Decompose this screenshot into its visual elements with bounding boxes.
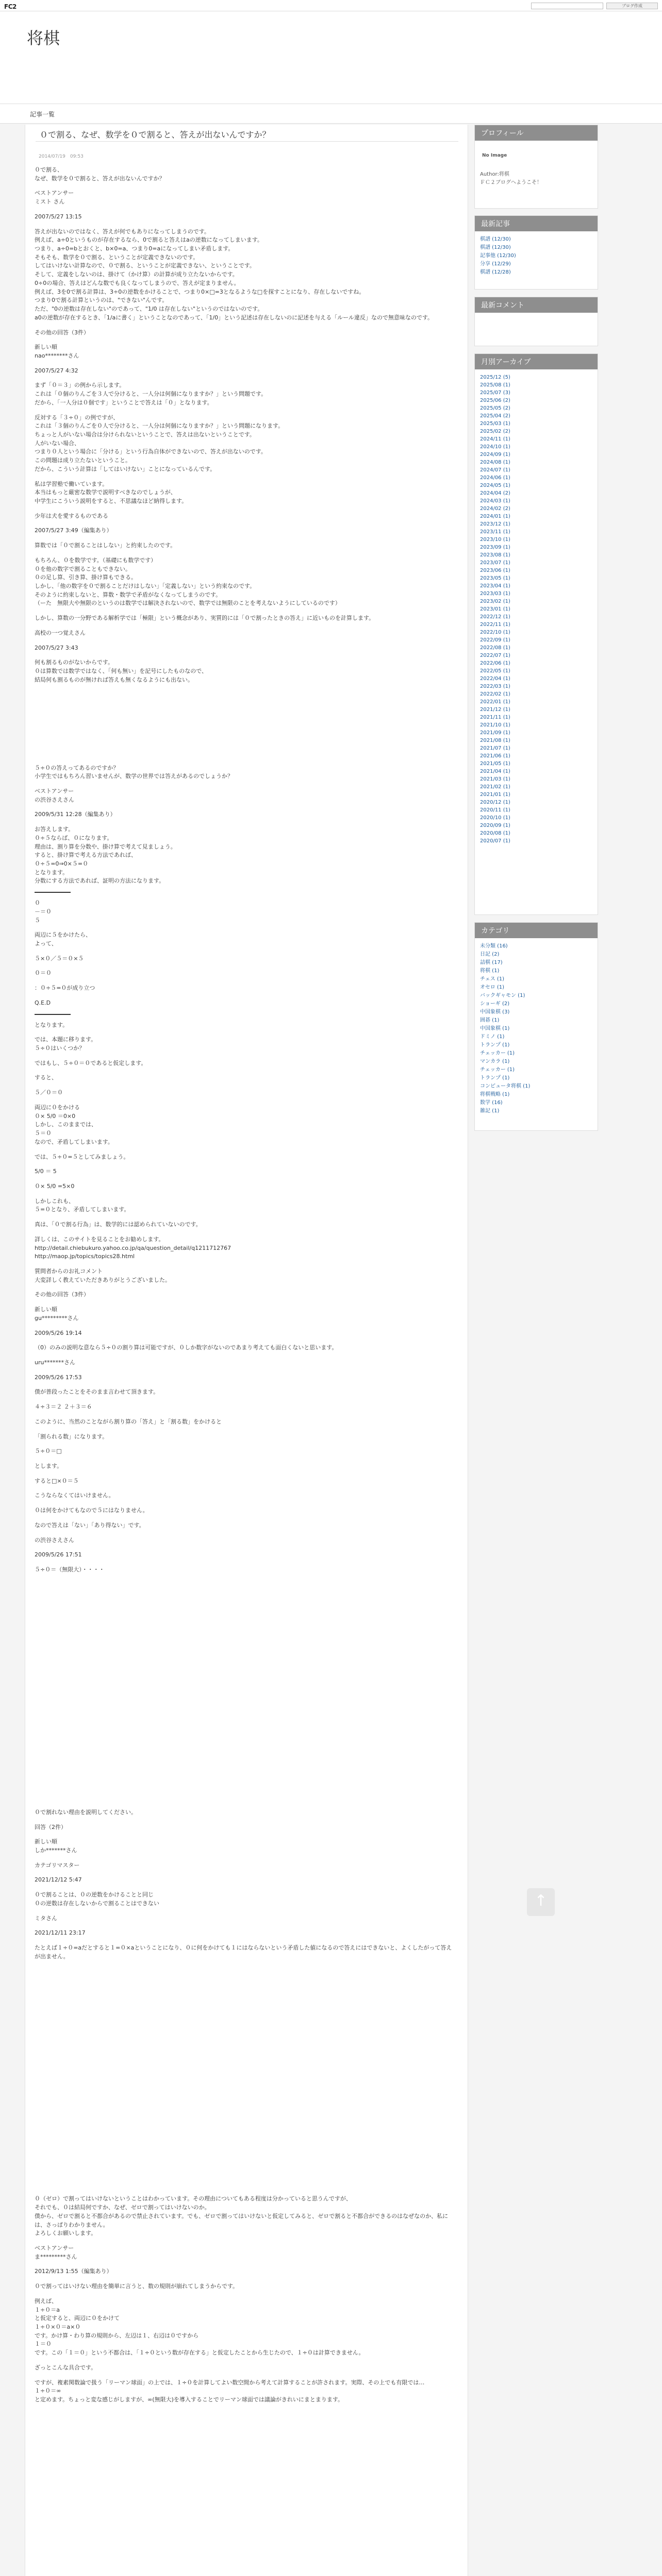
entry-paragraph: しかしこれも、 ５=０となり、矛盾してしまいます。 — [35, 1197, 130, 1213]
category-link[interactable]: ショーギ (2) — [480, 1001, 510, 1007]
entry-paragraph: 2021/12/11 23:17 — [35, 1929, 86, 1937]
archive-month-link[interactable]: 2021/01 (1) — [480, 792, 510, 798]
blank-spacer — [35, 1581, 457, 1802]
category-link[interactable]: ドミノ (1) — [480, 1034, 505, 1040]
profile-widget — [474, 125, 598, 209]
archive-month-link[interactable]: 2022/01 (1) — [480, 699, 510, 705]
entry-paragraph: 両辺に０をかける ０× 5/0 ＝0×0 しかし、このままでは、 ５＝０ なので、矛盾してしまいます。 — [35, 1104, 113, 1145]
entry-paragraph: 僕が普段ったことをそのまま言わせて頂きます。 — [35, 1388, 159, 1396]
archive-month-link[interactable]: 2024/02 (2) — [480, 506, 510, 512]
archive-month-link[interactable]: 2022/06 (1) — [480, 660, 510, 666]
entry-paragraph: （0）のみの説明な意なら５÷０の割り算は可能ですが、０しか数字がないのであまり考えても面白くないと思います。 — [35, 1344, 338, 1351]
entry-paragraph: 2007/5/27 4:32 — [35, 367, 78, 374]
entry-paragraph: お答えします。 ０÷５ならば、０になります。 理由は、割り算を分数や、掛け算で考えて見ましょう。 すると、掛け算で考える方法であれば、 ０÷５=0⇒0×５=０ となります。 分数にする方法であれば、証明の方法になります。 — [35, 826, 176, 885]
entry-paragraph: 反対する「３÷０」の例ですが、 これは「３個のりんごを０人で分けると、一人分は何個になりますか？」という問題になります。 ちょっと人がいない場合は分けられないということで、答えは出ないということです。 人がいない場合、 つまり０人という場合に「分ける」という行為自体ができないので、答えが出ないのです。 この問題は成り立たないということ。 だから、こういう計算は「してはいけない」ことになっているんです。 — [35, 414, 284, 472]
recent-entries-widget — [474, 215, 598, 290]
archive-month-link[interactable]: 2022/02 (1) — [480, 691, 510, 697]
entry-body — [35, 166, 457, 2411]
archive-month-link[interactable]: 2024/05 (1) — [480, 483, 510, 488]
entry-paragraph: となります。 — [35, 1021, 69, 1028]
entry-paragraph: しかし、算数の一分野である解析学では「極限」という概念があり、実質的には「０で割ったときの答え」に近いものを計算します。 — [35, 615, 375, 622]
page-top-icon[interactable]: ↑ — [527, 1888, 555, 1916]
archive-month-link[interactable]: 2021/09 (1) — [480, 730, 510, 736]
archive-month-link[interactable]: 2025/04 (2) — [480, 413, 510, 419]
category-link[interactable]: 囲碁 (1) — [480, 1018, 500, 1023]
entry-paragraph: ミタさん — [35, 1914, 57, 1922]
archive-month-link[interactable]: 2020/11 (1) — [480, 807, 510, 813]
category-link[interactable]: 数学 (16) — [480, 1100, 503, 1106]
entry-paragraph: 算数では「０で割ることはしない」と約束したのです。 — [35, 542, 176, 549]
entry-paragraph: ０ －＝０ ５ — [35, 900, 52, 924]
entry-paragraph: 例えば、 １÷０＝a と仮定すると、両辺に０をかけて １÷０×０＝a×０ です。かけ算・わり算の規則から、左辺は１、右辺は０ですから １＝０ です。この「１＝０」という不都合は、「１÷０という数が存在する」と仮定したことから生じたので、１÷０は計算できません。 — [35, 2297, 365, 2357]
entry-paragraph: ベストアンサー ミスト さん — [35, 190, 74, 206]
profile-author: Author:将棋 ＦＣ２ブログへようこそ！ — [480, 172, 542, 186]
archive-month-link[interactable]: 2021/10 (1) — [480, 722, 510, 728]
fc2-top-bar — [0, 0, 662, 11]
entry-paragraph: uru*******さん — [35, 1359, 75, 1366]
archive-month-link[interactable]: 2023/09 (1) — [480, 545, 510, 550]
blog-header — [0, 11, 662, 104]
entry-paragraph: まず「０＝３」の例から示します。 これは「０個のりんごを３人で分けると、一人分は何個になりますか？」という問題です。 だから、「一人分は０個です」ということで答えは「０」となります。 — [35, 382, 267, 406]
category-link[interactable]: 将棋戦略 (1) — [480, 1092, 510, 1097]
archive-month-link[interactable]: 2025/03 (1) — [480, 421, 510, 427]
archive-month-link[interactable]: 2022/05 (1) — [480, 668, 510, 674]
entry-paragraph: 詳しくは、このサイトを見ることをお勧めします。 http://detail.chiebukuro.yahoo.co.jp/qa/question_detail/q1211712767 http://maop.jp/topics/topics28.html — [35, 1235, 231, 1260]
entry-paragraph: では、５÷０=５としてみましょう。 — [35, 1153, 129, 1160]
entry-paragraph: 私は学習塾で働いています。 本当はもっと厳密な数学で説明すべきなのでしょうが、 中学生にこういう説明をすると、不思議なほど納得します。 — [35, 480, 188, 504]
horizontal-rule — [35, 892, 71, 893]
entry-paragraph: ０× 5/0 =5×0 — [35, 1182, 75, 1190]
archive-month-link[interactable]: 2021/02 (1) — [480, 784, 510, 790]
entry-paragraph: ざっとこんな具合です。 — [35, 2364, 97, 2371]
entry-paragraph: とします。 — [35, 1463, 63, 1470]
archive-month-link[interactable]: 2020/12 (1) — [480, 800, 510, 805]
category-link[interactable]: チェッカー (1) — [480, 1067, 515, 1073]
archive-month-link[interactable]: 2022/03 (1) — [480, 684, 510, 689]
archive-month-link[interactable]: 2022/04 (1) — [480, 676, 510, 682]
archive-month-link[interactable]: 2020/09 (1) — [480, 823, 510, 828]
archive-month-link[interactable]: 2021/05 (1) — [480, 761, 510, 767]
blog-title[interactable]: 将棋 — [27, 28, 60, 48]
nav-bar — [0, 104, 662, 124]
fc2-logo[interactable]: FC2 — [4, 3, 16, 10]
archive-month-link[interactable]: 2021/11 (1) — [480, 715, 510, 720]
archive-month-link[interactable]: 2024/10 (1) — [480, 444, 510, 450]
archive-month-link[interactable]: 2022/12 (1) — [480, 614, 510, 620]
recent-entry-link[interactable]: 棋譜 (12/28) — [480, 269, 511, 275]
entry-paragraph: 真は、「０で割る行為」は、数学的には認められていないのです。 — [35, 1221, 202, 1228]
entry-paragraph: ５÷０の答えってあるのですか？ 小学生ではもちろん習いませんが、数学の世界では答えがあるのでしょうか？ — [35, 764, 233, 780]
entry-paragraph: 答えが出ないのではなく、答えが何でもありになってしまうのです。 例えば、a÷0というものが存在するなら、0で割ると答えはaの逆数になってしまいます。 つまり、a÷0=bとおくと、b×0=a、つまり0=aになってしまい矛盾します。 そもそも、数学を０で割る、ということが定義できないのです。 してはいけない計算なので、０で割る、ということが定義できない、ということです。 そして、定義をしないのは、掛けて（かけ算）の計算が成り立たないからです。 0÷0の場合、答えはどんな数でも良くなってしまうので、答えが定まりません。 例えば、3を0で割る計算は、3÷0の逆数をかけることで、つまり0×□=3となるような□を探すことになり、存在しないですね。 つまり0で割る計算というのは、"できない"んです。 ただ、"0の逆数は存在しない"のであって、"1/0 は存在しない"というのではないのです。 a0の逆数が存在するとき、「1/aに書く」ということなのであって、「1/0」という記述は存在しないのに記述を与える「ルール違反」なので無意味なのです。 — [35, 228, 434, 321]
archive-month-link[interactable]: 2023/01 (1) — [480, 606, 510, 612]
archive-month-link[interactable]: 2022/11 (1) — [480, 622, 510, 628]
entry-paragraph: では、本題に移ります。 ５÷０はいくつか？ — [35, 1036, 97, 1052]
archive-month-link[interactable]: 2023/04 (1) — [480, 583, 510, 589]
archive-month-link[interactable]: 2020/07 (1) — [480, 838, 510, 844]
archive-month-link[interactable]: 2024/06 (1) — [480, 475, 510, 481]
entry-paragraph: 質問者からのお礼コメント 大変詳しく教えていただきありがとうございました。 — [35, 1267, 171, 1283]
category-link[interactable]: 未分類 (16) — [480, 943, 508, 949]
entry-paragraph: ５／０＝０ — [35, 1089, 63, 1096]
entry-paragraph: 両辺に５をかけたら、 よって、 — [35, 931, 91, 947]
entry-container — [25, 125, 468, 2576]
archive-month-link[interactable]: 2024/03 (1) — [480, 498, 510, 504]
archive-month-link[interactable]: 2023/08 (1) — [480, 552, 510, 558]
recent-entries-title: 最新記事 — [475, 216, 598, 231]
entry-paragraph: 2021/12/12 5:47 — [35, 1876, 82, 1884]
entry-paragraph: 高校の一つ覚えさん — [35, 629, 86, 636]
archive-month-link[interactable]: 2023/11 (1) — [480, 529, 510, 535]
entry-paragraph: 「割られる数」になります。 — [35, 1433, 108, 1440]
entry-paragraph: もちろん、０を数学です。（基礎にも数学です） ０を他の数字で割ることもできない。 ０の足し算、引き算、掛け算もできる。 しかし、「他の数字を０で割ることだけはしない」「定義しない」という約束なのです。 そのように約束しないと、算数・数学で矛盾がなくなってしまうのです。 （ーた 無限大や無限のというのは数学では解決されないので、数学では無限のことを考えないようにしているのです） — [35, 556, 341, 607]
archive-month-link[interactable]: 2025/08 (1) — [480, 382, 510, 388]
entry-paragraph: ベストアンサー の渋谷さえさん — [35, 787, 74, 803]
archive-month-link[interactable]: 2022/08 (1) — [480, 645, 510, 651]
entry-paragraph: Q.E.D — [35, 999, 51, 1006]
archive-month-link[interactable]: 2021/12 (1) — [480, 707, 510, 713]
entry-paragraph: 新しい順 nao********さん — [35, 344, 79, 359]
entry-paragraph: ０は何をかけてもなので５にはなりません。 — [35, 1507, 148, 1514]
archive-month-link[interactable]: 2023/02 (1) — [480, 599, 510, 604]
entry-paragraph: ４÷３＝２ ２＋３＝６ — [35, 1403, 92, 1411]
entry-paragraph: 2012/9/13 1:55（編集あり） — [35, 2268, 112, 2275]
entry-paragraph: ５÷０＝（無限大）・・・・ — [35, 1566, 105, 1573]
entry-paragraph: ではもし、５÷０＝０であると仮定します。 — [35, 1059, 147, 1066]
sidebar — [474, 125, 598, 2576]
category-link[interactable]: 将棋 (1) — [480, 968, 500, 974]
archive-month-link[interactable]: 2020/08 (1) — [480, 831, 510, 836]
entry-paragraph: その他の回答（3件） — [35, 329, 89, 336]
entry-paragraph: 2009/5/31 12:28（編集あり） — [35, 811, 116, 818]
category-link[interactable]: 中国象棋 (3) — [480, 1009, 510, 1015]
archive-month-link[interactable]: 2021/06 (1) — [480, 753, 510, 759]
nav-link-entry-list[interactable]: 記事一覧 — [30, 111, 55, 118]
category-link[interactable]: トランプ (1) — [480, 1042, 510, 1048]
profile-widget-title: プロフィール — [475, 125, 598, 141]
entry-paragraph: 新しい順 gu*********さん — [35, 1306, 79, 1321]
category-link[interactable]: 詰棋 (17) — [480, 960, 503, 965]
entry-paragraph: 2009/5/26 17:53 — [35, 1374, 82, 1381]
archive-month-link[interactable]: 2021/04 (1) — [480, 769, 510, 774]
archive-month-link[interactable]: 2021/08 (1) — [480, 738, 510, 743]
fc2-search-input[interactable] — [531, 3, 603, 9]
archive-month-link[interactable]: 2023/06 (1) — [480, 568, 510, 573]
recent-entries-list — [475, 231, 598, 281]
entry-paragraph: 2007/5/27 3:43 — [35, 644, 78, 651]
archive-month-link[interactable]: 2024/07 (1) — [480, 467, 510, 473]
blank-spacer — [35, 1967, 457, 2189]
entry-paragraph: その他の回答（3件） — [35, 1291, 89, 1298]
archive-month-link[interactable]: 2022/07 (1) — [480, 653, 510, 658]
archive-month-link[interactable]: 2024/01 (1) — [480, 514, 510, 519]
archive-month-link[interactable]: 2020/10 (1) — [480, 815, 510, 821]
category-link[interactable]: マンカラ (1) — [480, 1059, 510, 1064]
entry-paragraph: 2007/5/27 13:15 — [35, 213, 82, 220]
category-link[interactable]: オセロ (1) — [480, 985, 505, 990]
entry-paragraph: ０＝０ — [35, 970, 52, 977]
entry-paragraph: 回答（2件） — [35, 1823, 67, 1831]
entry-paragraph: ０（ゼロ）で割ってはいけないということはわかっています。その理由についてもある程度は分かっていると思うんですが、 それでも、０は結局何ですか、なぜ、ゼロで割ってはいけないのか。 僕から、ゼロで割ると不都合があるので禁止されています。でも、ゼロで割ってはいけないと仮定してみると、ゼロで割ると不都合ができるのはなぜなのか、私には、さっぱりわかりません。 よろしくお願いします。 — [35, 2195, 449, 2237]
entry-paragraph: 新しい順 しか*******さん — [35, 1838, 77, 1854]
blank-spacer — [35, 691, 457, 758]
category-link[interactable]: トランプ (1) — [480, 1075, 510, 1081]
entry-paragraph: ５÷０＝□ — [35, 1448, 62, 1455]
entry-paragraph: の渋谷さえさん — [35, 1536, 74, 1544]
entry-paragraph: カテゴリマスター — [35, 1861, 80, 1869]
archive-month-link[interactable]: 2024/04 (2) — [480, 490, 510, 496]
archive-month-link[interactable]: 2022/10 (1) — [480, 630, 510, 635]
archive-month-link[interactable]: 2025/05 (2) — [480, 405, 510, 411]
entry-paragraph: ５×０／５＝０×５ — [35, 955, 84, 962]
archive-month-link[interactable]: 2023/03 (1) — [480, 591, 510, 597]
archive-month-link[interactable]: 2025/02 (2) — [480, 429, 510, 434]
horizontal-rule — [35, 1014, 71, 1015]
entry-paragraph: 何も割るものがないからです。 ０は算数では数学ではなく、「何も無い」を記号にしたものなので、 結局何も割るものが無ければ答えも無くなるようにも出ない。 — [35, 659, 208, 683]
monthly-archive-widget — [474, 353, 598, 915]
title-divider — [36, 141, 458, 142]
recent-comments-title: 最新コメント — [475, 297, 598, 313]
entry-paragraph: このように、当然のことながら割り算の「答え」と「割る数」をかけると — [35, 1418, 222, 1425]
entry-paragraph: すると、 — [35, 1074, 57, 1081]
entry-paragraph: ０で割る、 なぜ、数学を０で割ると、答えが出ないんですか？ — [35, 166, 165, 182]
recent-entry-link[interactable]: 棋譜 (12/30) — [480, 236, 511, 242]
category-title: カテゴリ — [475, 923, 598, 938]
archive-month-link[interactable]: 2023/10 (1) — [480, 537, 510, 543]
entry-paragraph: 2007/5/27 3:49（編集あり） — [35, 527, 112, 534]
monthly-archive-title: 月別アーカイブ — [475, 354, 598, 369]
entry-paragraph: ベストアンサー ま*********さん — [35, 2245, 77, 2260]
archive-month-link[interactable]: 2022/09 (1) — [480, 637, 510, 643]
category-link[interactable]: 雑記 (1) — [480, 1108, 500, 1114]
profile-avatar: No Image — [482, 153, 507, 158]
entry-title[interactable]: ０で割る、なぜ、数学を０で割ると、答えが出ないんですか？ — [40, 130, 271, 140]
recent-entry-link[interactable]: 記事他 (12/30) — [480, 253, 516, 259]
recent-entry-link[interactable]: 分享 (12/29) — [480, 261, 511, 267]
archive-month-link[interactable]: 2024/11 (1) — [480, 436, 510, 442]
archive-month-link[interactable]: 2024/08 (1) — [480, 460, 510, 465]
category-link[interactable]: チェス (1) — [480, 976, 505, 982]
archive-month-link[interactable]: 2023/12 (1) — [480, 521, 510, 527]
archive-month-link[interactable]: 2024/09 (1) — [480, 452, 510, 457]
archive-month-link[interactable]: 2025/06 (2) — [480, 398, 510, 403]
entry-paragraph: 5/0 ＝ 5 — [35, 1168, 57, 1175]
entry-date: 2014/07/19 09:53 — [39, 154, 84, 159]
entry-paragraph: なので答えは「ない」「あり得ない」です。 — [35, 1521, 145, 1529]
entry-paragraph: ０で割ってはいけない理由を簡単に言うと、数の規則が崩れてしまうからです。 — [35, 2283, 239, 2290]
recent-comments-widget — [474, 297, 598, 346]
entry-paragraph: たとえば１÷０=aだとすると１=０×aということになり、０に何をかけても１にはならないという矛盾した値になるので答えにはできないと、よくしたがって答えが出ません。 — [35, 1944, 452, 1960]
entry-paragraph: ：０÷５=０が成り立つ — [35, 985, 95, 992]
archive-month-link[interactable]: 2025/12 (5) — [480, 375, 510, 380]
blog-create-button[interactable]: ブログ作成 — [606, 3, 658, 9]
entry-paragraph: すると□×０＝５ — [35, 1477, 79, 1484]
entry-paragraph: 少年は犬を愛するものである — [35, 512, 108, 519]
archive-month-link[interactable]: 2023/07 (1) — [480, 560, 510, 566]
category-link[interactable]: 日記 (2) — [480, 952, 500, 957]
archive-month-link[interactable]: 2023/05 (1) — [480, 575, 510, 581]
entry-paragraph: こうならなくてはいけません。 — [35, 1492, 114, 1499]
category-link[interactable]: チェッカー (1) — [480, 1050, 515, 1056]
monthly-archive-list — [475, 369, 598, 849]
category-widget — [474, 922, 598, 1131]
entry-paragraph: 2009/5/26 19:14 — [35, 1329, 82, 1336]
archive-month-link[interactable]: 2025/07 (3) — [480, 390, 510, 396]
entry-paragraph: 2009/5/26 17:51 — [35, 1551, 82, 1558]
entry-paragraph: ０で割れない理由を説明してください。 — [35, 1808, 137, 1816]
archive-month-link[interactable]: 2021/07 (1) — [480, 745, 510, 751]
entry-paragraph: ０で割ることは、０の逆数をかけることと同じ ０の逆数は存在しないからで割ることはできない — [35, 1891, 159, 1907]
recent-entry-link[interactable]: 棋譜 (12/30) — [480, 245, 511, 250]
category-link[interactable]: バックギャモン (1) — [480, 993, 525, 998]
archive-month-link[interactable]: 2021/03 (1) — [480, 776, 510, 782]
category-link[interactable]: コンピュータ将棋 (1) — [480, 1083, 531, 1089]
entry-paragraph: ですが、複素関数論で扱う「リーマン球面」の上では、１÷０を計算してよい数空間から考えて計算することが許されます。実際、その上でも有限では… １÷０＝∞ と定めます。ちょっと変な感じがしますが、∞(無限大)を導入することでリーマン球面では議論がきれいにまとまります。 — [35, 2379, 425, 2403]
category-link[interactable]: 中国象棋 (1) — [480, 1026, 510, 1031]
category-list — [475, 938, 598, 1120]
